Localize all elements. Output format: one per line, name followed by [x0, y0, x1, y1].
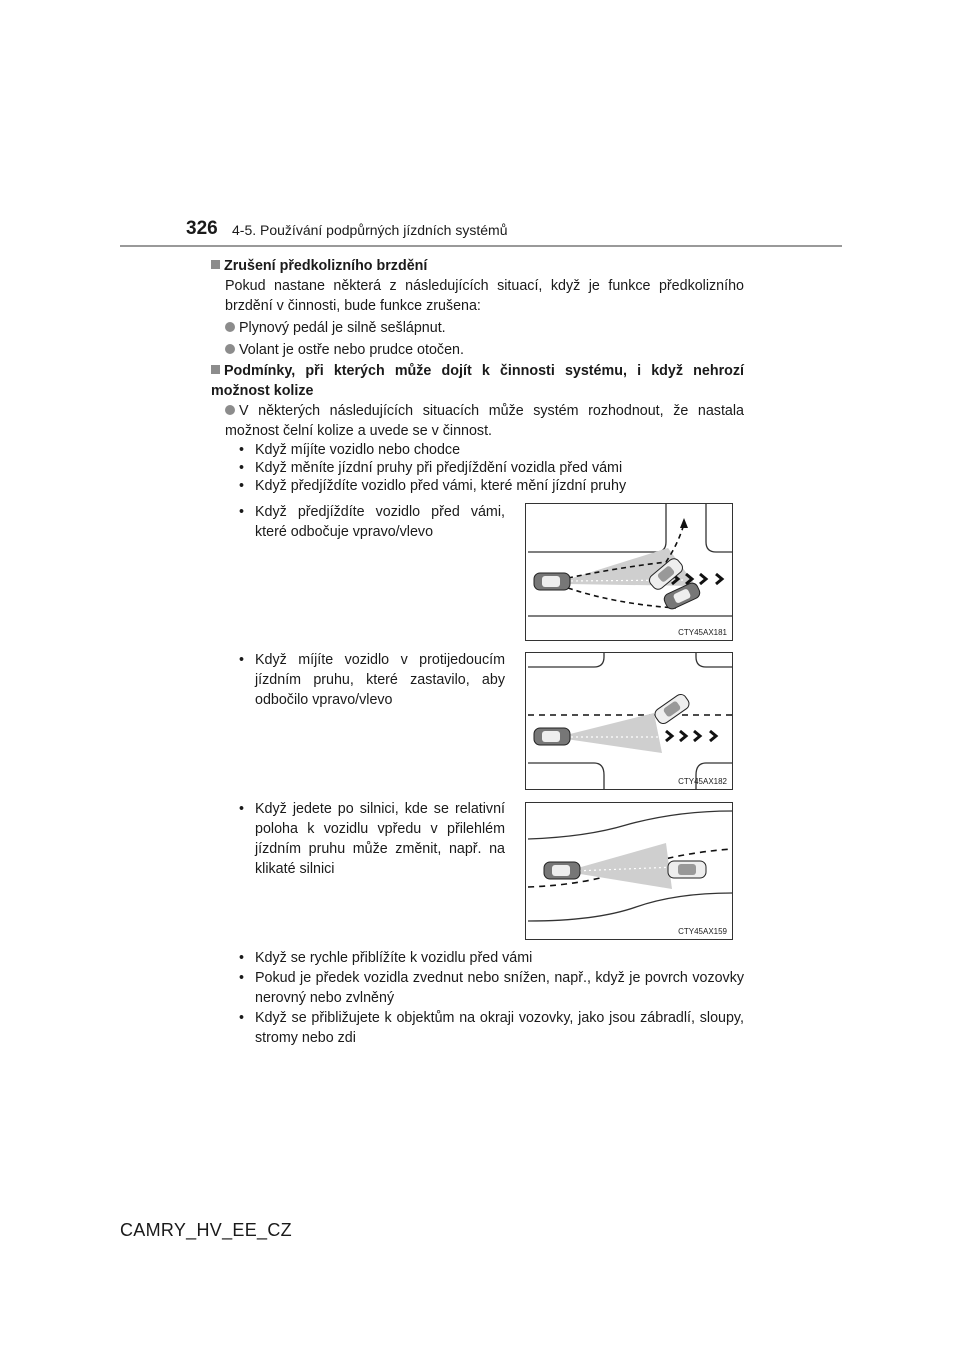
figure-oncoming-turning [525, 652, 733, 790]
car-icon [668, 861, 706, 878]
circle-bullet-icon [225, 344, 235, 354]
list-item: • Když předjíždíte vozidlo před vámi, které odbočuje vpravo/vlevo [239, 504, 505, 540]
list-item: • Pokud je předek vozidla zvednut nebo snížen, např., když je povrch vozovky nerovný nebo zvlněný [239, 970, 744, 1006]
square-bullet-icon [211, 260, 220, 269]
sub-list-a [239, 440, 744, 494]
list-item: V některých následujících situacích může systém rozhodnout, že nastala možnost čelní kolize a uvede se v činnost. [225, 403, 744, 439]
list-item: Plynový pedál je silně sešlápnut. [225, 318, 446, 338]
section-intro: Pokud nastane některá z následujících situací, když je funkce předkolizního brzdění v činnosti, bude funkce zrušena: [225, 278, 744, 314]
sub-list-b [239, 948, 744, 1048]
figure-winding-road [525, 802, 733, 940]
header-rule [120, 245, 842, 247]
list-item: • Když předjíždíte vozidlo před vámi, které mění jízdní pruhy [239, 478, 627, 494]
list-item: • Když jedete po silnici, kde se relativní poloha k vozidlu vpředu v přilehlém jízdním pruhu může změnit, např. na klikaté silnici [239, 801, 505, 877]
figure-overtaking-turning [525, 503, 733, 641]
chapter-title: 4-5. Používání podpůrných jízdních systémů [232, 222, 508, 238]
car-icon [544, 862, 580, 879]
car-icon [534, 728, 570, 745]
list-item: • Když se přibližujete k objektům na okraji vozovky, jako jsou zábradlí, sloupy, stromy nebo zdi [239, 1010, 744, 1046]
car-icon [653, 692, 692, 726]
list-item: • Když se rychle přiblížíte k vozidlu před vámi [239, 950, 533, 966]
list-item: Volant je ostře nebo prudce otočen. [225, 340, 464, 360]
list-item: • Když míjíte vozidlo nebo chodce [239, 442, 461, 458]
figure-code: CTY45AX181 [678, 628, 727, 637]
figure-code: CTY45AX159 [678, 927, 727, 936]
section-heading-cancel: Zrušení předkolizního brzdění [211, 256, 427, 276]
page-number: 326 [186, 218, 218, 239]
car-icon [534, 573, 570, 590]
square-bullet-icon [211, 365, 220, 374]
list-item: • Když měníte jízdní pruhy při předjíždění vozidla před vámi [239, 460, 623, 476]
circle-bullet-icon [225, 405, 235, 415]
model-code: CAMRY_HV_EE_CZ [120, 1220, 292, 1240]
list-item: • Když míjíte vozidlo v protijedoucím jízdním pruhu, které zastavilo, aby odbočilo vpravo/vlevo [239, 652, 505, 708]
figure-code: CTY45AX182 [678, 777, 727, 786]
circle-bullet-icon [225, 322, 235, 332]
section-heading-conditions: Podmínky, při kterých může dojít k činnosti systému, i když nehrozí možnost kolize [211, 363, 744, 399]
